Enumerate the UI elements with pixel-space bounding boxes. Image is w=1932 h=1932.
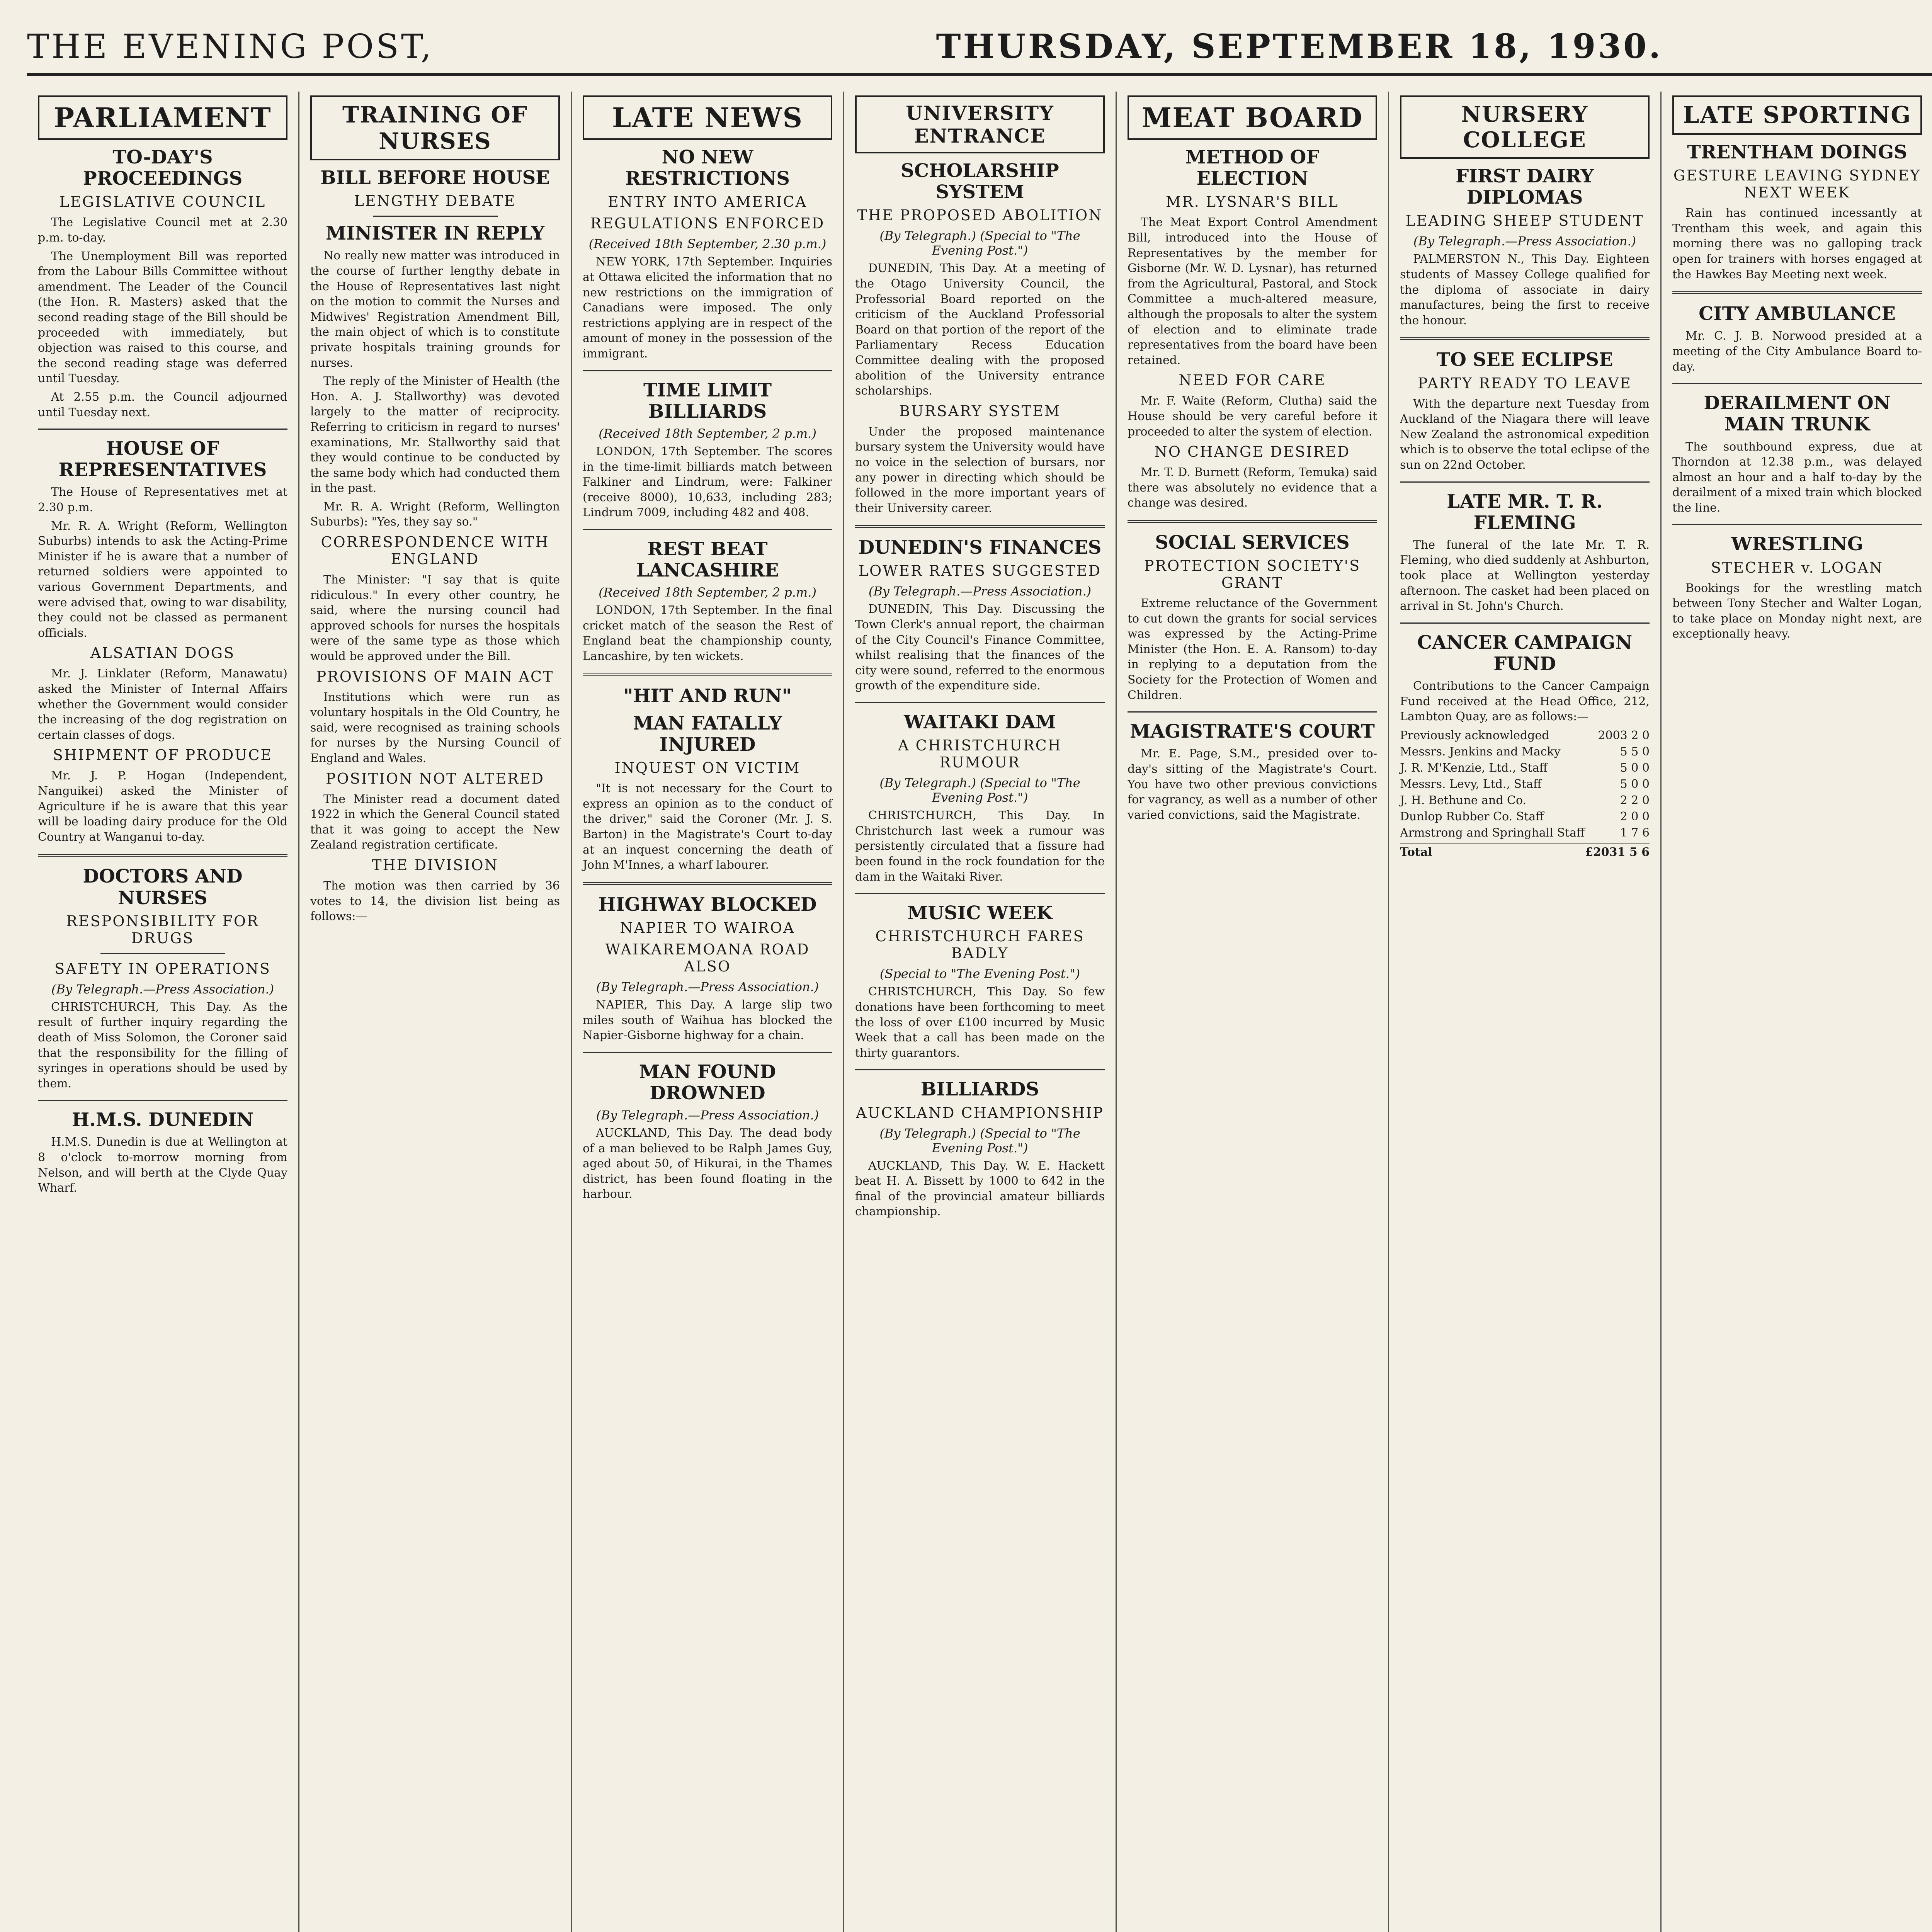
divider [855,702,1105,703]
debate-heading: LENGTHY DEBATE [354,192,516,210]
hit-run-heading: "HIT AND RUN" [623,685,792,707]
divider [1400,337,1650,340]
article-paragraph: Bookings for the wrestling match between Tony Stecher and Walter Logan, to take place on Monday night next, are exceptionally heavy. [1672,581,1922,641]
article-paragraph: Extreme reluctance of the Government to cut down the grants for social services was expressed by the Acting-Prime Minister (the Hon. E. A. Ransom) to-day in replying to a deputation from the Society for the Protection of Women and Children. [1128,597,1377,702]
divider [583,370,832,371]
billiards2-heading: BILLIARDS [920,1078,1039,1100]
article-paragraph: CHRISTCHURCH, This Day. So few donations have been forthcoming to meet the loss of over £100 incurred by Music Week that a call has been made on the thirty guarantors. [855,985,1105,1060]
article-paragraph: Mr. J. P. Hogan (Independent, Nanguikei) asked the Minister of Agriculture if he is aware that this year will be loading dairy produce for the Old Country at Wanganui to-day. [38,769,287,844]
column-parliament [27,92,299,1932]
fund-row-amount: 2 0 0 [1620,810,1650,823]
abolition-heading: THE PROPOSED ABOLITION [857,207,1103,224]
scholarship-heading: SCHOLARSHIP SYSTEM [901,160,1059,203]
party-heading: PARTY READY TO LEAVE [1418,374,1632,392]
article-paragraph: The funeral of the late Mr. T. R. Fleming, who died suddenly at Ashburton, took place at Wellington yesterday afternoon. The casket had been placed on arrival in St. John's Church. [1400,538,1650,613]
sheep-student-heading: LEADING SHEEP STUDENT [1405,212,1644,230]
fund-row-name: Armstrong and Springhall Staff [1400,826,1585,840]
divider [38,1100,287,1101]
safety-heading: SAFETY IN OPERATIONS [54,960,271,977]
article-paragraph: The reply of the Minister of Health (the Hon. A. J. Stallworthy) was devoted largely to the matter of reciprocity. Referring to criticism in regard to nurses' examinations, Mr. Stallworthy said that they would continue to be conducted by the same body which had conducted them in the past. [310,374,560,495]
fund-total-label: Total [1400,845,1432,859]
wrestling-heading: WRESTLING [1731,533,1863,555]
waikaremoana-heading: WAIKAREMOANA ROAD ALSO [605,940,810,975]
rumour-heading: A CHRISTCHURCH RUMOUR [898,737,1062,771]
byline: (By Telegraph.) (Special to "The Evening Post.") [879,776,1080,805]
bill-heading: BILL BEFORE HOUSE [320,167,550,189]
correspondence-heading: CORRESPONDENCE WITH ENGLAND [321,534,549,568]
restrictions-heading: NO NEW RESTRICTIONS [625,146,790,190]
alsatian-dogs-heading: ALSATIAN DOGS [90,645,235,662]
fund-row-amount: 2 2 0 [1620,794,1650,807]
fund-row-name: Messrs. Levy, Ltd., Staff [1400,777,1542,791]
article-paragraph: CHRISTCHURCH, This Day. In Christchurch last week a rumour was persistently circulated that a fissure had been found in the rock foundation for the dam in the Waitaki River. [855,809,1105,884]
article-paragraph: LONDON, 17th September. In the final cricket match of the season the Rest of England beat the championship county, Lancashire, by ten wickets. [583,604,832,663]
need-care-heading: NEED FOR CARE [1179,372,1326,389]
article-paragraph: Mr. C. J. B. Norwood presided at a meeting of the City Ambulance Board to-day. [1672,329,1922,374]
divider [1128,520,1377,523]
article-paragraph: The motion was then carried by 36 votes to 14, the division list being as follows:— [310,879,560,923]
university-heading: UNIVERSITY ENTRANCE [906,102,1054,147]
legislative-council-heading: LEGISLATIVE COUNCIL [59,193,266,211]
divider [1672,291,1922,294]
dunedin-heading: H.M.S. DUNEDIN [71,1109,254,1131]
nurses-heading-box [310,95,560,160]
position-heading: POSITION NOT ALTERED [326,770,544,787]
fund-row [1400,744,1650,760]
fund-row [1400,760,1650,776]
billiards-heading: TIME LIMIT BILLIARDS [643,379,772,422]
article-paragraph: The southbound express, due at Thorndon at 12.38 p.m., was delayed almost an hour and a half to-day by the derailment of a mixed train which blocked the line. [1672,440,1922,515]
sporting-heading-box [1672,95,1922,135]
article-paragraph: NAPIER, This Day. A large slip two miles south of Waihua has blocked the Napier-Gisborne highway for a chain. [583,998,832,1043]
column-meat-board [1117,92,1389,1932]
byline: (By Telegraph.—Press Association.) [1413,234,1636,249]
fund-total-row [1400,844,1650,861]
fund-total-amount: £2031 5 6 [1585,845,1650,859]
column-nurses [299,92,572,1932]
divider [1400,481,1650,483]
article-paragraph: NEW YORK, 17th September. Inquiries at Ottawa elicited the information that no new restrictions on the immigration of Canadians were imposed. The only restrictions applying are in respect of the amount of money in the possession of the immigrant. [583,255,832,361]
drowned-heading: MAN FOUND DROWNED [639,1061,776,1104]
lysnar-heading: MR. LYSNAR'S BILL [1166,193,1339,211]
column-sporting [1662,92,1932,1932]
divider [583,529,832,530]
article-paragraph: Mr. F. Waite (Reform, Clutha) said the House should be very careful before it proceeded to alter the system of election. [1128,394,1377,439]
fund-row-name: J. R. M'Kenzie, Ltd., Staff [1400,761,1548,775]
byline: (By Telegraph.) (Special to "The Evening Post.") [879,1126,1080,1155]
division-heading: THE DIVISION [372,856,498,874]
fund-row-amount: 5 0 0 [1620,761,1650,775]
article-paragraph: Mr. T. D. Burnett (Reform, Temuka) said there was absolutely no evidence that a change was desired. [1128,466,1377,510]
column-nursery [1389,92,1662,1932]
article-paragraph: No really new matter was introduced in the course of further lengthy debate in the House of Representatives last night on the motion to commit the Nurses and Midwives' Registration Amendment Bill, the main object of which is to constitute private hospitals training grounds for nurses. [310,249,560,370]
ambulance-heading: CITY AMBULANCE [1699,303,1896,325]
shipment-heading: SHIPMENT OF PRODUCE [53,747,273,764]
article-paragraph: Under the proposed maintenance bursary system the University would have no voice in the selection of bursars, nor any power in directing which should be followed in the more important years of their University career. [855,425,1105,515]
napier-heading: NAPIER TO WAIROA [620,919,795,936]
inquest-heading: INQUEST ON VICTIM [614,759,801,777]
divider [1128,711,1377,713]
article-paragraph: The Minister read a document dated 1922 in which the General Council stated that it was going to accept the New Zealand registration certificate. [310,792,560,852]
meat-heading: MEAT BOARD [1141,102,1363,134]
article-paragraph: AUCKLAND, This Day. W. E. Hackett beat H. A. Bissett by 1000 to 642 in the final of the provincial amateur billiards championship. [855,1159,1105,1219]
lower-rates-heading: LOWER RATES SUGGESTED [858,562,1102,580]
fatally-injured-heading: MAN FATALLY INJURED [633,712,782,755]
meat-heading-box [1128,95,1377,140]
minister-reply-heading: MINISTER IN REPLY [325,223,545,245]
dunedin-finances-heading: DUNEDIN'S FINANCES [858,537,1102,559]
article-paragraph: The Minister: "I say that is quite ridiculous." In every other country, he said, where the nursing council had approved schools for nurses the hospitals were of the same type as those which would be approved under the Bill. [310,573,560,663]
fleming-heading: LATE MR. T. R. FLEMING [1447,490,1603,534]
article-paragraph: PALMERSTON N., This Day. Eighteen students of Massey College qualified for the diploma of associate in dairy manufactures, being the first to receive the honour. [1400,252,1650,327]
provisions-heading: PROVISIONS OF MAIN ACT [316,668,554,685]
cancer-fund-heading: CANCER CAMPAIGN FUND [1417,631,1633,675]
byline: (Received 18th September, 2 p.m.) [599,585,816,600]
protection-heading: PROTECTION SOCIETY'S GRANT [1144,557,1361,592]
stecher-heading: STECHER v. LOGAN [1711,559,1884,576]
divider [855,1069,1105,1070]
byline: (Received 18th September, 2 p.m.) [599,426,816,441]
fund-table [1400,728,1650,841]
fund-row [1400,776,1650,793]
fund-row-name: Previously acknowledged [1400,729,1549,742]
divider [855,525,1105,528]
election-heading: METHOD OF ELECTION [1185,146,1320,190]
fund-row [1400,825,1650,841]
article-paragraph: The Legislative Council met at 2.30 p.m. to-day. [38,216,287,245]
article-paragraph: DUNEDIN, This Day. Discussing the Town Clerk's annual report, the chairman of the City Council's Finance Committee, whilst realising that the finances of the city were sound, referred to the enormous growth of the expenditure side. [855,602,1105,693]
article-paragraph: Mr. R. A. Wright (Reform, Wellington Suburbs) intends to ask the Acting-Prime Minister if he is aware that a number of returned soldiers were appointed to various Government Departments, and were advised that, owing to war disability, they could not be classed as permanent officials. [38,519,287,640]
article-paragraph: The House of Representatives met at 2.30 p.m. [38,485,287,515]
divider [373,216,498,217]
diplomas-heading: FIRST DAIRY DIPLOMAS [1456,165,1594,209]
fund-row [1400,809,1650,825]
column-university [844,92,1117,1932]
article-paragraph: H.M.S. Dunedin is due at Wellington at 8 o'clock to-morrow morning from Nelson, and will berth at the Clyde Quay Wharf. [38,1135,287,1195]
byline: (By Telegraph.—Press Association.) [51,981,274,997]
music-week-heading: MUSIC WEEK [907,902,1053,924]
divider [1672,383,1922,384]
fund-row-amount: 1 7 6 [1620,826,1650,840]
article-paragraph: "It is not necessary for the Court to express an opinion as to the conduct of the driver," said the Coroner (Mr. J. S. Barton) in the Magistrate's Court to-day at an inquest concerning the death of John M'Innes, a wharf labourer. [583,782,832,872]
divider [855,893,1105,894]
article-paragraph: The Meat Export Control Amendment Bill, introduced into the House of Representatives by the member for Gisborne (Mr. W. D. Lysnar), has returned from the Agricultural, Pastoral, and Stock Committee a much-altered measure, although the proposals to alter the system of election and to eliminate trade representatives from the board have been retained. [1128,216,1377,367]
nursery-heading: NURSERY COLLEGE [1461,102,1588,153]
fund-row-amount: 2003 2 0 [1598,729,1650,742]
byline: (By Telegraph.) (Special to "The Evening Post.") [879,228,1080,258]
championship-heading: AUCKLAND CHAMPIONSHIP [856,1104,1104,1121]
article-paragraph: The Unemployment Bill was reported from the Labour Bills Committee without amendment. The Leader of the Council (the Hon. R. Masters) asked that the second reading stage of the Bill should be proceeded with immediately, but objection was raised to this course, and the second reading stage was deferred until Tuesday. [38,249,287,386]
divider [583,673,832,676]
fund-row-amount: 5 0 0 [1620,777,1650,791]
house-of-reps-heading: HOUSE OF REPRESENTATIVES [58,438,267,481]
masthead-paper: THE EVENING POST, [27,27,434,66]
divider [1400,622,1650,624]
drugs-heading: RESPONSIBILITY FOR DRUGS [66,912,259,947]
fund-row-name: J. H. Bethune and Co. [1400,794,1527,807]
no-change-heading: NO CHANGE DESIRED [1154,443,1350,461]
byline: (By Telegraph.—Press Association.) [596,979,819,994]
article-paragraph: Mr. E. Page, S.M., presided over to-day's sitting of the Magistrate's Court. You have two other previous convictions for vagrancy, as well as a number of other varied convictions, said the Magistrate. [1128,747,1377,822]
article-paragraph: Rain has continued incessantly at Trentham this week, and again this morning there was no galloping track open for trainers with horses engaged at the Hawkes Bay Meeting next week. [1672,206,1922,281]
court-heading: MAGISTRATE'S COURT [1130,721,1375,743]
fund-row [1400,793,1650,809]
fund-row-amount: 5 5 0 [1620,745,1650,759]
trentham-heading: TRENTHAM DOINGS [1687,141,1907,163]
nurses-heading: TRAINING OF NURSES [342,102,528,154]
lancashire-heading: REST BEAT LANCASHIRE [636,538,779,582]
divider [38,429,287,430]
waitaki-heading: WAITAKI DAM [904,711,1056,733]
america-heading: ENTRY INTO AMERICA [607,193,807,211]
divider [1672,524,1922,525]
divider [583,882,832,885]
article-paragraph: Institutions which were run as voluntary hospitals in the Old Country, he said, were recognised as training schools for nurses by the Nursing Council of England and Wales. [310,690,560,765]
divider [100,953,225,954]
fund-row-name: Dunlop Rubber Co. Staff [1400,810,1544,823]
parliament-heading: PARLIAMENT [54,102,272,134]
article-paragraph: CHRISTCHURCH, This Day. As the result of further inquiry regarding the death of Miss Solomon, the Coroner said that the responsibility for the filling of syringes in operations should be used by them. [38,1000,287,1090]
derailment-heading: DERAILMENT ON MAIN TRUNK [1704,392,1891,435]
column-late-news [572,92,844,1932]
highway-heading: HIGHWAY BLOCKED [598,893,817,915]
columns [27,92,1932,1932]
article-paragraph: Mr. J. Linklater (Reform, Manawatu) asked the Minister of Internal Affairs whether the Government would consider the increasing of the dog registration on certain classes of dogs. [38,667,287,742]
todays-proceedings-heading: TO-DAY'S PROCEEDINGS [83,146,243,190]
divider [38,854,287,857]
fund-row [1400,728,1650,744]
eclipse-heading: TO SEE ECLIPSE [1436,349,1613,371]
byline: (By Telegraph.—Press Association.) [596,1108,819,1123]
byline: (Special to "The Evening Post.") [879,966,1080,981]
university-heading-box [855,95,1105,153]
nursery-heading-box [1400,95,1650,159]
late-news-heading: LATE NEWS [612,102,803,134]
fares-badly-heading: CHRISTCHURCH FARES BADLY [875,928,1085,962]
sporting-heading: LATE SPORTING [1683,102,1912,129]
article-paragraph: With the departure next Tuesday from Auckland of the Niagara there will leave New Zealand the astronomical expedition which is to observe the total eclipse of the sun on 22nd October. [1400,397,1650,472]
late-news-heading-box [583,95,832,140]
article-paragraph: At 2.55 p.m. the Council adjourned until Tuesday next. [38,390,287,419]
doctors-nurses-heading: DOCTORS AND NURSES [83,866,243,909]
masthead-date: THURSDAY, SEPTEMBER 18, 1930. [936,27,1663,66]
parliament-heading-box [38,95,287,140]
regulations-heading: REGULATIONS ENFORCED [590,215,825,232]
byline: (Received 18th September, 2.30 p.m.) [588,236,827,252]
fund-row-name: Messrs. Jenkins and Macky [1400,745,1561,759]
bursary-heading: BURSARY SYSTEM [899,402,1061,420]
gesture-heading: GESTURE LEAVING SYDNEY NEXT WEEK [1673,167,1921,201]
article-paragraph: Contributions to the Cancer Campaign Fund received at the Head Office, 212, Lambton Quay, are as follows:— [1400,679,1650,724]
byline: (By Telegraph.—Press Association.) [868,584,1092,599]
article-paragraph: DUNEDIN, This Day. At a meeting of the Otago University Council, the Professorial Board reported on the criticism of the Auckland Professorial Board on that portion of the report of the Parliamentary Recess Education Committee dealing with the proposed abolition of the University entrance scholarships. [855,262,1105,398]
article-paragraph: AUCKLAND, This Day. The dead body of a man believed to be Ralph James Guy, aged about 50, of Hikurai, in the Thames district, has been found floating in the harbour. [583,1126,832,1201]
article-paragraph: Mr. R. A. Wright (Reform, Wellington Suburbs): "Yes, they say so." [310,500,560,529]
article-paragraph: LONDON, 17th September. The scores in the time-limit billiards match between Falkiner and Lindrum, were: Falkiner (receive 8000), 10,633, including 283; Lindrum 7009, including 482 and 408. [583,444,832,520]
divider [583,1052,832,1053]
social-services-heading: SOCIAL SERVICES [1155,531,1350,553]
masthead [27,27,1932,76]
